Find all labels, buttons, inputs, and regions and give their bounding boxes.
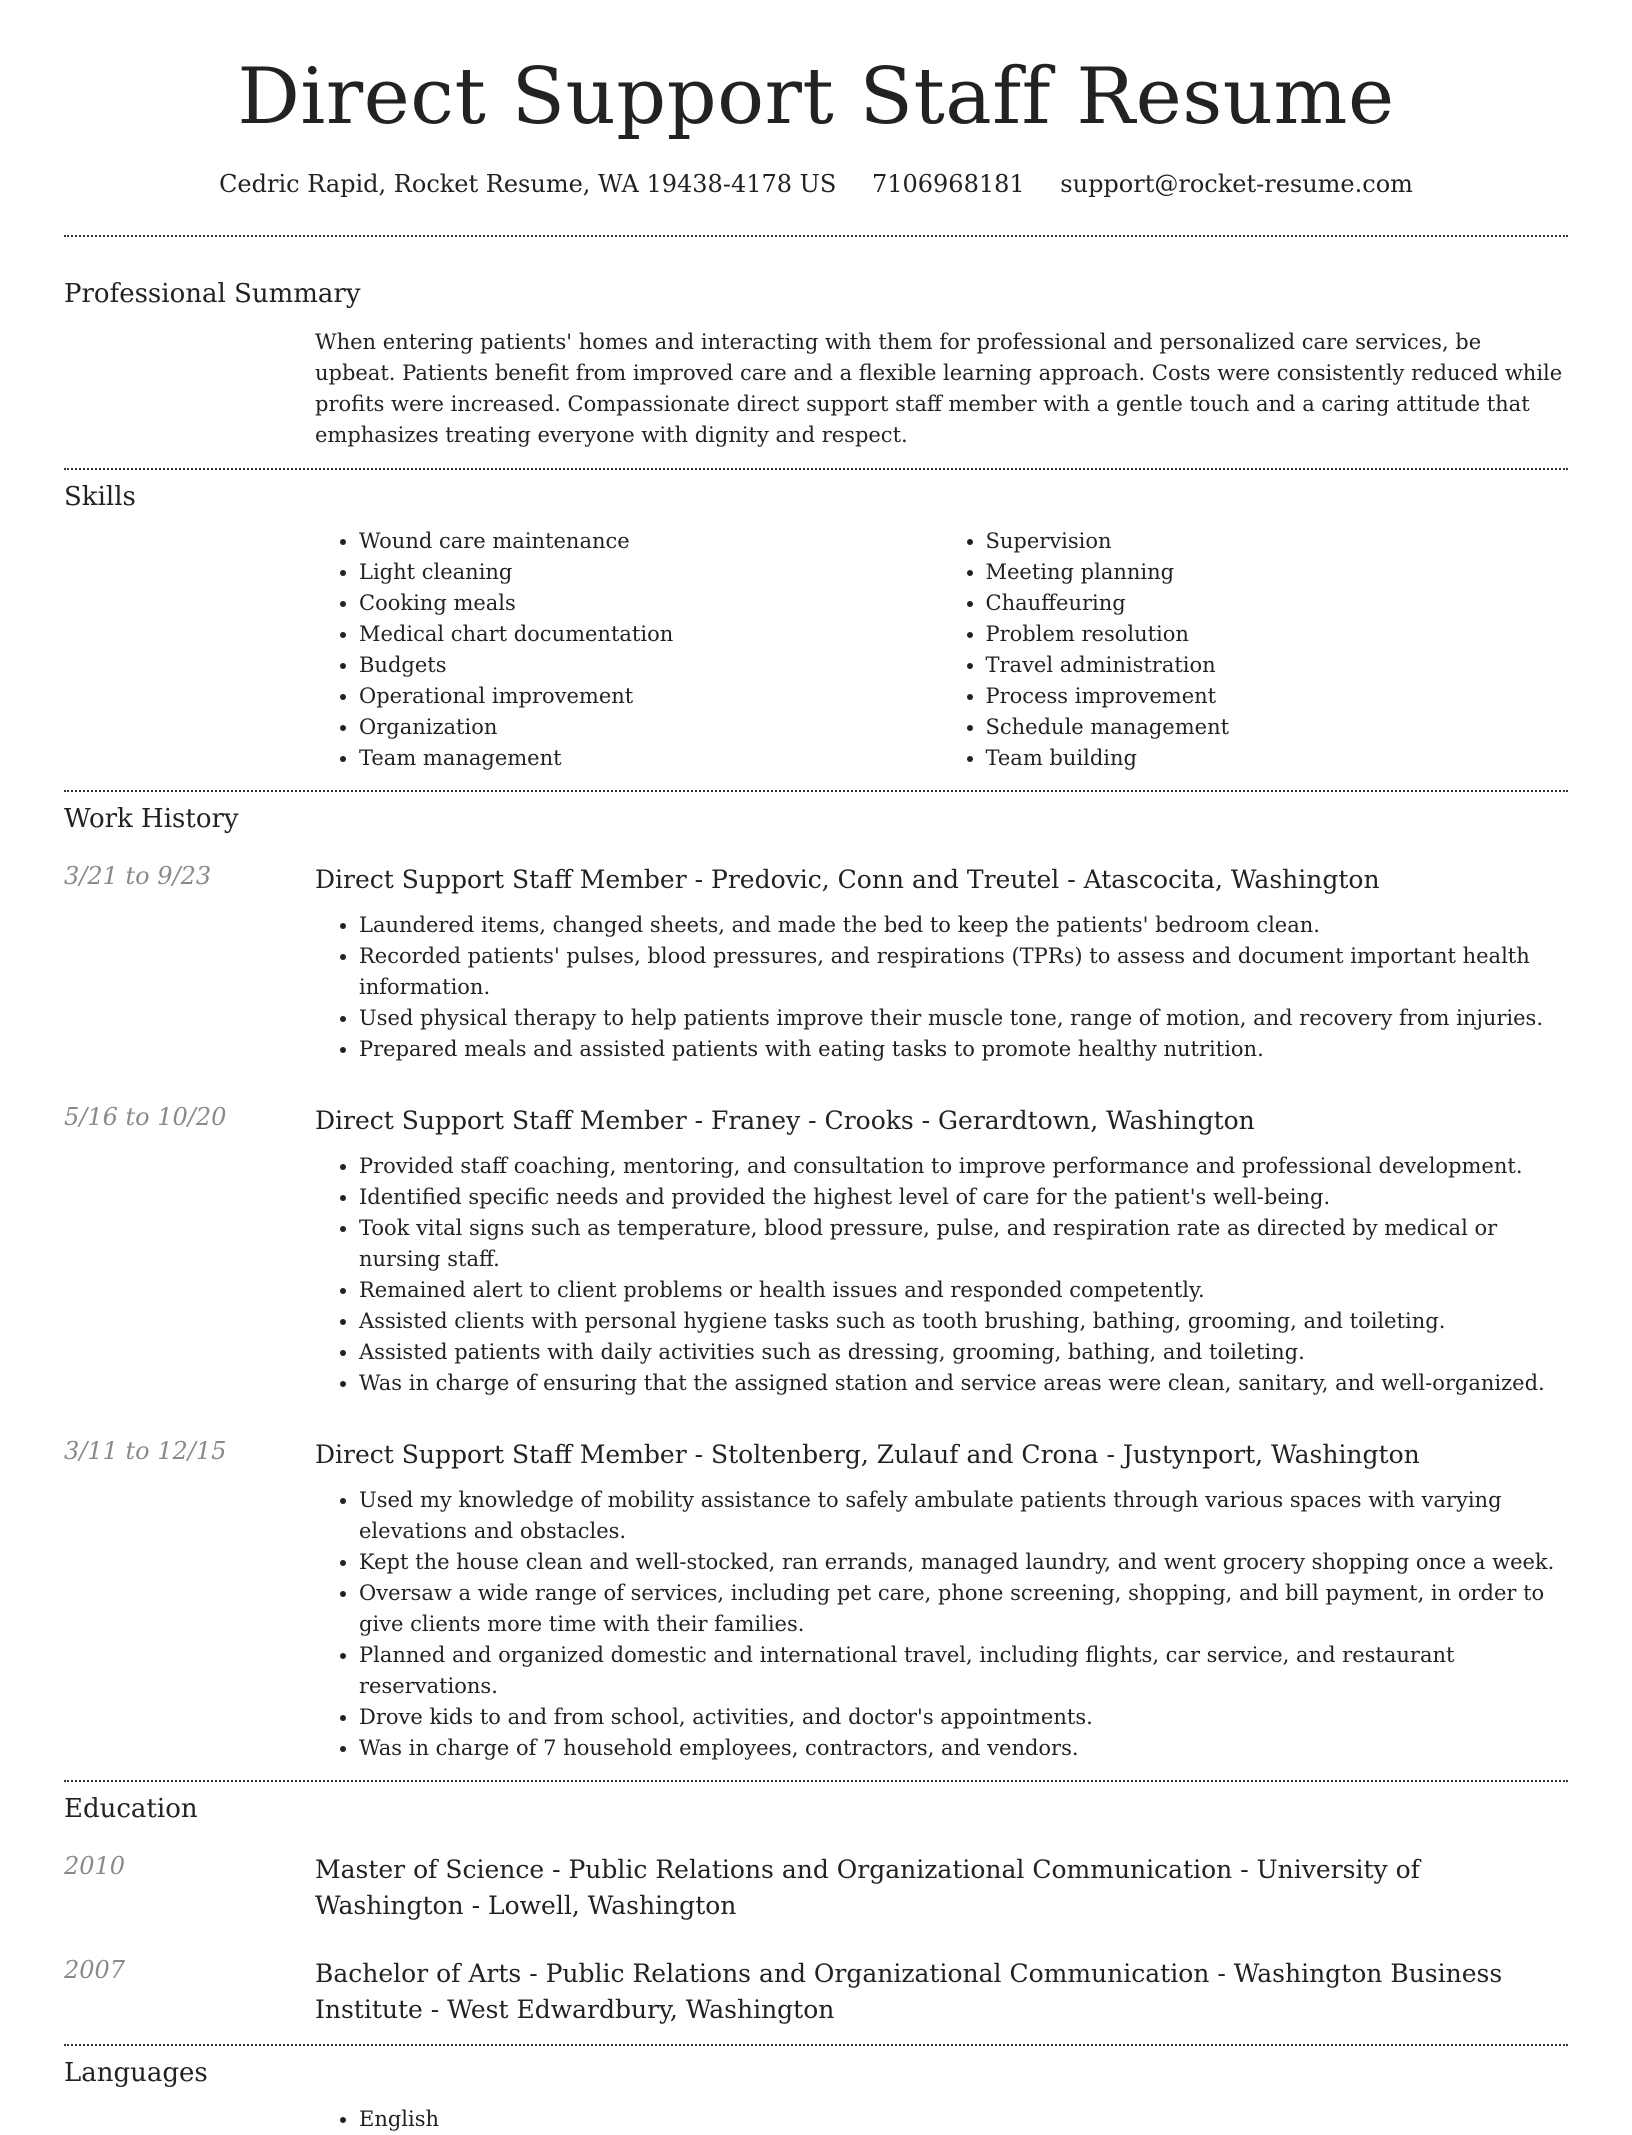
education-entry bbox=[64, 1956, 1568, 2028]
education-list bbox=[64, 1852, 1568, 2028]
skill-item: • Medical chart documentation bbox=[359, 619, 942, 650]
section-divider bbox=[64, 1780, 1568, 1782]
skill-item: • Team building bbox=[986, 743, 1569, 774]
skill-item: • Organization bbox=[359, 712, 942, 743]
contact-phone: 7106968181 bbox=[871, 170, 1025, 198]
resume-page bbox=[64, 0, 1568, 2135]
skill-item: • Supervision bbox=[986, 526, 1569, 557]
job-employer: - Franey - Crooks - Gerardtown, Washington bbox=[686, 1106, 1255, 1135]
job-date: 5/16 to 10/20 bbox=[64, 1103, 227, 1131]
section-heading-summary: Professional Summary bbox=[64, 279, 361, 309]
job-bullet: • Remained alert to client problems or health issues and responded competently. bbox=[359, 1275, 1568, 1306]
skill-item: • Team management bbox=[359, 743, 942, 774]
skills-column-right bbox=[942, 526, 1569, 774]
job-bullet: • Was in charge of ensuring that the assigned station and service areas were clean, sanitary, and well-organized. bbox=[359, 1368, 1568, 1399]
job-bullet: • Used my knowledge of mobility assistance to safely ambulate patients through various spaces with varying elevations and obstacles. bbox=[359, 1485, 1568, 1547]
job-bullet: • Was in charge of 7 household employees, contractors, and vendors. bbox=[359, 1733, 1568, 1764]
languages-list bbox=[315, 2104, 1568, 2135]
job-role: Direct Support Staff Member bbox=[315, 1440, 687, 1469]
skill-item: • Travel administration bbox=[986, 650, 1569, 681]
job-bullet: • Oversaw a wide range of services, including pet care, phone screening, shopping, and bill payment, in order to give clients more time with their families. bbox=[359, 1578, 1568, 1640]
resume-title: Direct Support Staff Resume bbox=[237, 52, 1395, 142]
job-date: 3/21 to 9/23 bbox=[64, 862, 212, 890]
skill-item: • Schedule management bbox=[986, 712, 1569, 743]
skills-section bbox=[64, 482, 1568, 774]
education-date: 2007 bbox=[64, 1956, 126, 1984]
education-date: 2010 bbox=[64, 1852, 126, 1880]
skill-item: • Process improvement bbox=[986, 681, 1569, 712]
language-item: • English bbox=[359, 2104, 1568, 2135]
job-bullets bbox=[315, 910, 1568, 1065]
job-bullet: • Drove kids to and from school, activities, and doctor's appointments. bbox=[359, 1702, 1568, 1733]
skill-item: • Operational improvement bbox=[359, 681, 942, 712]
contact-address: Cedric Rapid, Rocket Resume, WA 19438-4178 US bbox=[219, 170, 837, 198]
job-bullet: • Prepared meals and assisted patients with eating tasks to promote healthy nutrition. bbox=[359, 1034, 1568, 1065]
contact-line bbox=[64, 170, 1568, 198]
job-bullet: • Kept the house clean and well-stocked, ran errands, managed laundry, and went grocery shopping once a week. bbox=[359, 1547, 1568, 1578]
skill-item: • Budgets bbox=[359, 650, 942, 681]
job-bullet: • Assisted clients with personal hygiene tasks such as tooth brushing, bathing, grooming, and toileting. bbox=[359, 1306, 1568, 1337]
education-school: - Washington Business Institute - West Edwardbury, Washington bbox=[315, 1959, 1503, 2024]
section-divider bbox=[64, 235, 1568, 237]
education-heading bbox=[315, 1956, 1568, 2028]
job-entry bbox=[64, 1437, 1568, 1764]
education-entry bbox=[64, 1852, 1568, 1924]
education-degree: Master of Science - Public Relations and Organizational Communication bbox=[315, 1855, 1233, 1884]
job-date: 3/11 to 12/15 bbox=[64, 1437, 227, 1465]
job-employer: - Stoltenberg, Zulauf and Crona - Justynport, Washington bbox=[686, 1440, 1420, 1469]
section-divider bbox=[64, 468, 1568, 470]
job-bullet: • Used physical therapy to help patients improve their muscle tone, range of motion, and recovery from injuries. bbox=[359, 1003, 1568, 1034]
job-role: Direct Support Staff Member bbox=[315, 1106, 687, 1135]
job-bullets bbox=[315, 1485, 1568, 1764]
job-bullet: • Planned and organized domestic and international travel, including flights, car service, and restaurant reservations. bbox=[359, 1640, 1568, 1702]
summary-text: When entering patients' homes and interacting with them for professional and personalized care services, be upbeat. Patients benefit from improved care and a flexible learning approach. Costs were consistently reduced while profits were increased. Compassionate direct support staff member with a gentle touch and a caring attitude that emphasizes treating everyone with dignity and respect. bbox=[315, 330, 1563, 447]
languages-section bbox=[64, 2058, 1568, 2135]
skill-item: • Chauffeuring bbox=[986, 588, 1569, 619]
job-bullet: • Took vital signs such as temperature, blood pressure, pulse, and respiration rate as directed by medical or nursing staff. bbox=[359, 1213, 1568, 1275]
job-heading bbox=[315, 1437, 1568, 1473]
skills-column-left bbox=[315, 526, 942, 774]
job-heading bbox=[315, 862, 1568, 898]
summary-section bbox=[64, 279, 1568, 451]
job-bullet: • Identified specific needs and provided the highest level of care for the patient's well-being. bbox=[359, 1182, 1568, 1213]
section-divider bbox=[64, 790, 1568, 792]
job-bullet: • Provided staff coaching, mentoring, and consultation to improve performance and professional development. bbox=[359, 1151, 1568, 1182]
skill-item: • Meeting planning bbox=[986, 557, 1569, 588]
job-heading bbox=[315, 1103, 1568, 1139]
job-bullet: • Assisted patients with daily activities such as dressing, grooming, bathing, and toileting. bbox=[359, 1337, 1568, 1368]
education-degree: Bachelor of Arts - Public Relations and Organizational Communication bbox=[315, 1959, 1210, 1988]
job-role: Direct Support Staff Member bbox=[315, 865, 687, 894]
job-entry bbox=[64, 862, 1568, 1065]
education-school: - University of Washington - Lowell, Washington bbox=[315, 1855, 1420, 1920]
job-bullet: • Recorded patients' pulses, blood pressures, and respirations (TPRs) to assess and document important health information. bbox=[359, 941, 1568, 1003]
section-heading-education: Education bbox=[64, 1794, 198, 1824]
job-bullets bbox=[315, 1151, 1568, 1399]
job-employer: - Predovic, Conn and Treutel - Atascocita, Washington bbox=[686, 865, 1380, 894]
section-divider bbox=[64, 2044, 1568, 2046]
section-heading-skills: Skills bbox=[64, 482, 136, 512]
education-heading bbox=[315, 1852, 1568, 1924]
skill-item: • Cooking meals bbox=[359, 588, 942, 619]
job-entry bbox=[64, 1103, 1568, 1399]
contact-email: support@rocket-resume.com bbox=[1060, 170, 1413, 198]
work-history-section bbox=[64, 804, 1568, 1764]
jobs-list bbox=[64, 862, 1568, 1764]
skill-item: • Wound care maintenance bbox=[359, 526, 942, 557]
education-section bbox=[64, 1794, 1568, 2028]
skills-list bbox=[315, 526, 1568, 774]
section-heading-work: Work History bbox=[64, 804, 239, 834]
job-bullet: • Laundered items, changed sheets, and made the bed to keep the patients' bedroom clean. bbox=[359, 910, 1568, 941]
skill-item: • Problem resolution bbox=[986, 619, 1569, 650]
skill-item: • Light cleaning bbox=[359, 557, 942, 588]
section-heading-languages: Languages bbox=[64, 2058, 208, 2088]
